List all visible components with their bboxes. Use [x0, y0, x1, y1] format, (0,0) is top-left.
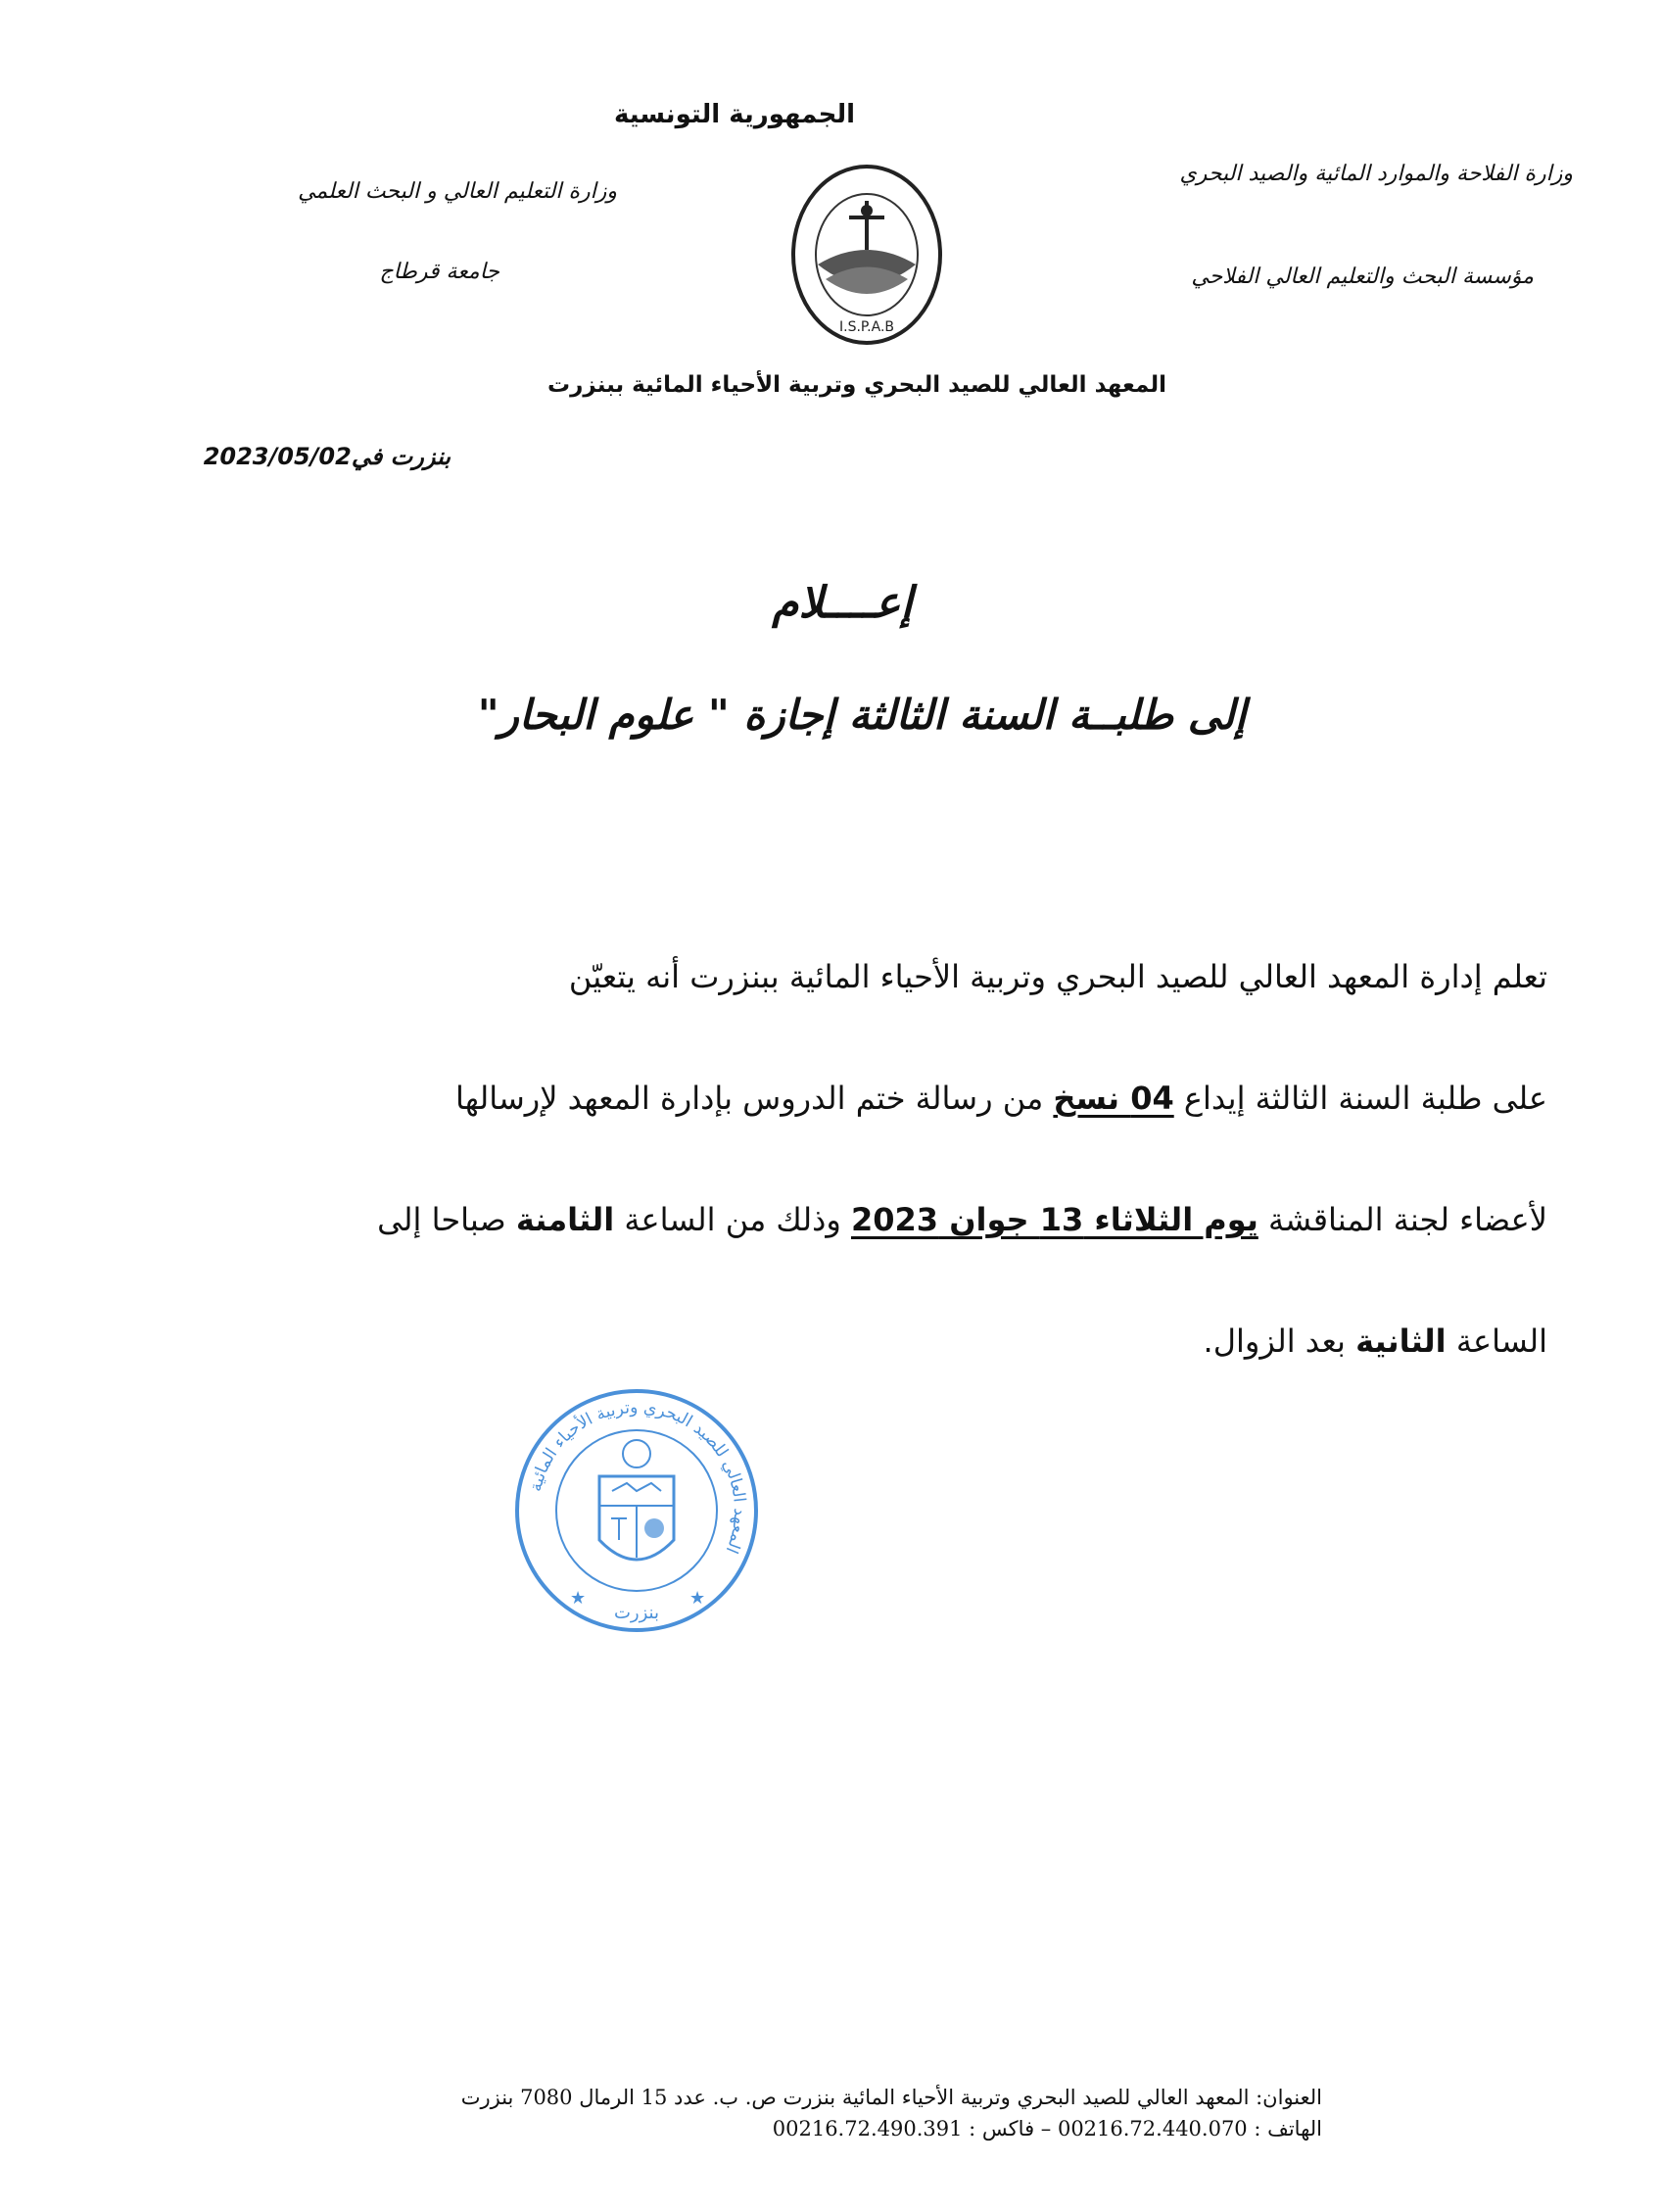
- body-p2-a: على طلبة السنة الثالثة إيداع: [1183, 1080, 1547, 1117]
- notice-body: [147, 916, 1547, 1402]
- body-p3-a: لأعضاء لجنة المناقشة: [1268, 1201, 1547, 1238]
- ministry-higher-education: وزارة التعليم العالي و البحث العلمي: [298, 179, 617, 204]
- body-p4-b: بعد الزوال.: [1203, 1322, 1346, 1360]
- deadline-date: يوم الثلاثاء 13 جوان 2023: [851, 1201, 1258, 1238]
- body-line-4: [147, 1280, 1547, 1402]
- body-line-3: [147, 1159, 1547, 1280]
- footer-address: العنوان: المعهد العالي للصيد البحري وتربية الأحياء المائية بنزرت ص. ب. عدد 15 الرمال 7080 بنزرت: [460, 2086, 1322, 2109]
- university-name: جامعة قرطاج: [379, 260, 499, 284]
- ispab-logo-icon: [788, 157, 945, 353]
- notice-title: إعــــلام: [772, 578, 913, 628]
- notice-subtitle: إلى طلبــة السنة الثالثة إجازة " علوم البحار": [477, 691, 1247, 739]
- official-stamp: [509, 1383, 764, 1638]
- footer: [294, 2082, 1322, 2144]
- body-p3-c: صباحا إلى: [377, 1201, 506, 1238]
- end-hour: الثانية: [1355, 1322, 1447, 1360]
- body-line-1: [147, 916, 1547, 1037]
- institute-name: المعهد العالي للصيد البحري وتربية الأحياء المائية ببنزرت: [547, 372, 1166, 398]
- body-p4-a: الساعة: [1455, 1322, 1547, 1360]
- footer-phone: الهاتف : 00216.72.440.070 – فاكس : 00216.72.490.391: [772, 2117, 1322, 2140]
- country-name: الجمهورية التونسية: [613, 100, 856, 129]
- body-p3-b: وذلك من الساعة: [624, 1201, 841, 1238]
- logo-caption: I.S.P.A.B: [838, 319, 895, 335]
- ministry-agriculture: وزارة الفلاحة والموارد المائية والصيد البحري: [1179, 162, 1573, 186]
- stamp-ring-text: المعهد العالي للصيد البحري وتربية الأحياء المائية: [526, 1397, 750, 1557]
- body-p2-b: من رسالة ختم الدروس بإدارة المعهد لإرسالها: [454, 1080, 1044, 1117]
- date-line: بنزرت في2023/05/02: [203, 443, 451, 470]
- copies-count: 04 نسخ: [1053, 1080, 1174, 1117]
- body-line-2: [147, 1037, 1547, 1159]
- stamp-city: بنزرت: [613, 1603, 660, 1623]
- stamp-star-right-icon: ★: [689, 1588, 706, 1609]
- institute-logo: [788, 157, 945, 353]
- stamp-seal-icon: [509, 1383, 764, 1638]
- start-hour: الثامنة: [515, 1201, 615, 1238]
- research-institution: مؤسسة البحث والتعليم العالي الفلاحي: [1191, 264, 1534, 289]
- stamp-star-left-icon: ★: [570, 1588, 587, 1609]
- body-p1: تعلم إدارة المعهد العالي للصيد البحري وتربية الأحياء المائية ببنزرت أنه يتعيّن: [568, 958, 1547, 995]
